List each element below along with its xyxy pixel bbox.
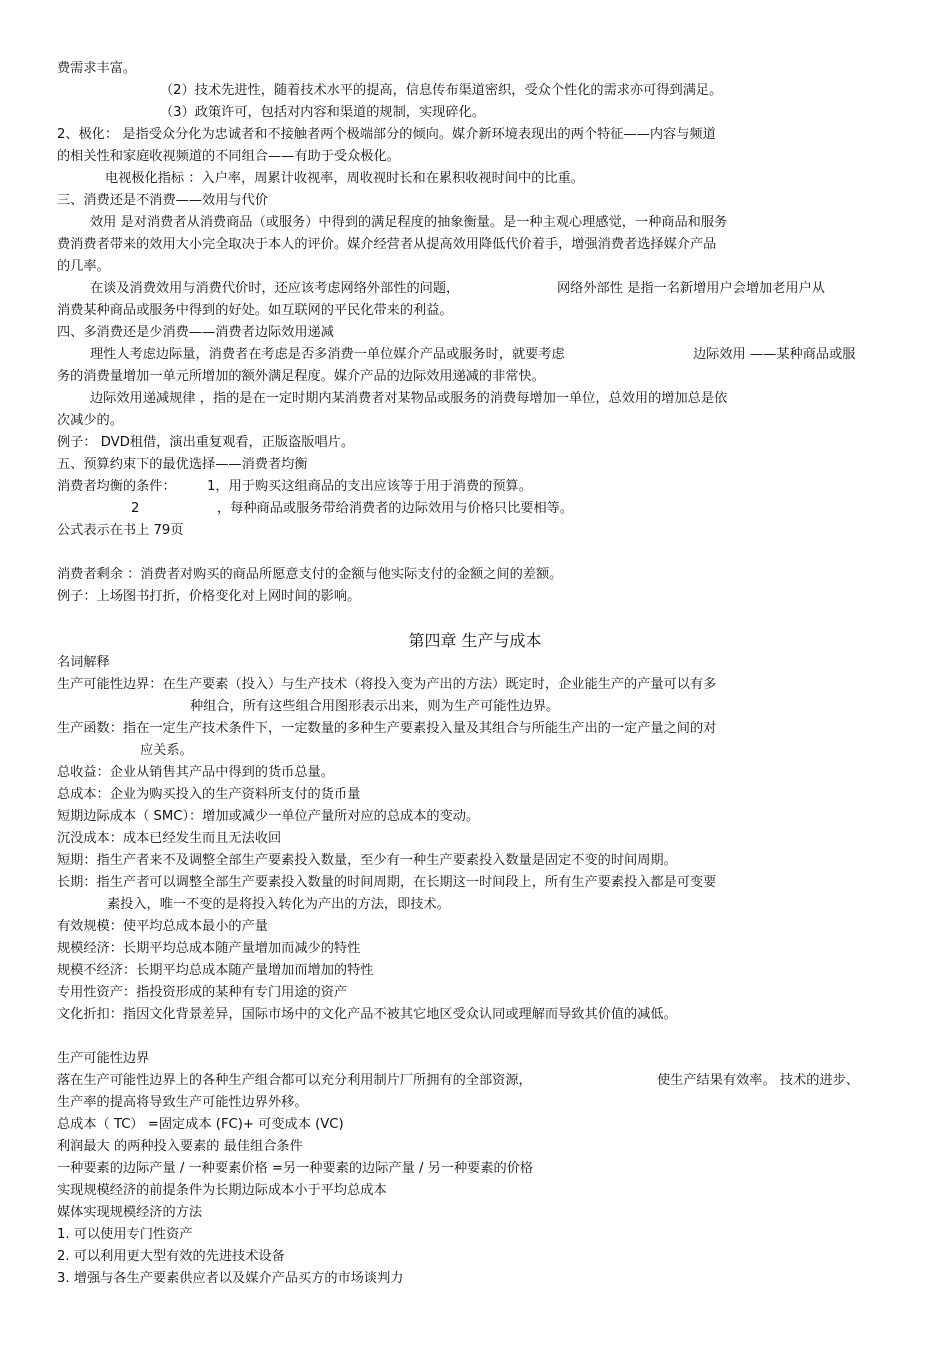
text-line: 专用性资产：指投资形成的某种有专门用途的资产 — [57, 985, 348, 1000]
text-line: 总成本：企业为购买投入的生产资料所支付的货币量 — [57, 787, 361, 802]
text-line: 规模经济：长期平均总成本随产量增加而减少的特性 — [57, 941, 361, 956]
text-line: 实现规模经济的前提条件为长期边际成本小于平均总成本 — [57, 1183, 387, 1198]
text-line: 短期边际成本（ SMC）：增加或减少一单位产量所对应的总成本的变动。 — [57, 809, 480, 824]
text-line: ，每种商品或服务带给消费者的边际效用与价格只比要相等。 — [217, 501, 574, 516]
section-heading: 四、多消费还是少消费——消费者边际效用递减 — [57, 325, 334, 340]
text-line: 名词解释 — [57, 655, 110, 670]
text-line: 网络外部性 是指一名新增用户会增加老用户从 — [557, 281, 825, 296]
text-line: 电视极化指标 ：入户率，周累计收视率，周收视时长和在累积收视时间中的比重。 — [105, 171, 584, 186]
text-line: 消费者均衡的条件： — [57, 479, 176, 494]
text-line: 公式表示在书上 79页 — [57, 523, 184, 538]
text-line: 边际效用递减规律 ，指的是在一定时期内某消费者对某物品或服务的消费每增加一单位，总效用的增加总是依 — [90, 391, 728, 406]
text-line: 素投入，唯一不变的是将投入转化为产出的方法，即技术。 — [107, 897, 450, 912]
text-line: （2）技术先进性，随着技术水平的提高，信息传布渠道密织，受众个性化的需求亦可得到满足。 — [160, 83, 723, 98]
section-heading: 三、消费还是不消费——效用与代价 — [57, 193, 268, 208]
text-line: 费消费者带来的效用大小完全取决于本人的评价。媒介经营者从提高效用降低代价着手，增强消费者选择媒介产品 — [57, 237, 717, 252]
text-line: 理性人考虑边际量，消费者在考虑是否多消费一单位媒介产品或服务时，就要考虑 — [90, 347, 565, 362]
list-item: 1. 可以使用专门性资产 — [57, 1227, 193, 1242]
text-line: 例子： DVD租借，演出重复观看，正版盗版唱片。 — [57, 435, 355, 450]
text-line: 消费某种商品或服务中得到的好处。如互联网的平民化带来的利益。 — [57, 303, 453, 318]
text-line: 一种要素的边际产量 / 一种要素价格 =另一种要素的边际产量 / 另一种要素的价格 — [57, 1161, 534, 1176]
text-line: 次减少的。 — [57, 413, 123, 428]
text-line: 沉没成本：成本已经发生而且无法收回 — [57, 831, 282, 846]
text-line: 落在生产可能性边界上的各种生产组合都可以充分利用制片厂所拥有的全部资源， — [57, 1073, 532, 1088]
text-line: 规模不经济：长期平均总成本随产量增加而增加的特性 — [57, 963, 374, 978]
section-heading: 五、预算约束下的最优选择——消费者均衡 — [57, 457, 308, 472]
chapter-title: 第四章 生产与成本 — [408, 631, 542, 650]
text-line: 效用 是对消费者从消费商品（或服务）中得到的满足程度的抽象衡量。是一种主观心理感觉，一种商品和服务 — [90, 215, 728, 230]
text-line: 在谈及消费效用与消费代价时，还应该考虑网络外部性的问题， — [90, 281, 460, 296]
text-line: 边际效用 ——某种商品或服 — [693, 347, 856, 362]
text-line: 生产可能性边界 — [57, 1051, 150, 1066]
text-line: 例子：上场图书打折，价格变化对上网时间的影响。 — [57, 589, 361, 604]
text-line: 长期：指生产者可以调整全部生产要素投入数量的时间周期，在长期这一时间段上，所有生产要素投入都是可变要 — [57, 875, 717, 890]
list-item: 2. 可以利用更大型有效的先进技术设备 — [57, 1249, 285, 1264]
list-item: 3. 增强与各生产要素供应者以及媒介产品买方的市场谈判力 — [57, 1271, 404, 1286]
text-line: 生产函数：指在一定生产技术条件下，一定数量的多种生产要素投入量及其组合与所能生产出的一定产量之间的对 — [57, 721, 717, 736]
text-line: 应关系。 — [140, 743, 193, 758]
text-line: 种组合，所有这些组合用图形表示出来，则为生产可能性边界。 — [190, 699, 560, 714]
text-line: 务的消费量增加一单元所增加的额外满足程度。媒介产品的边际效用递减的非常快。 — [57, 369, 545, 384]
text-line: 费需求丰富。 — [57, 61, 137, 76]
text-line: （3）政策许可，包括对内容和渠道的规制，实现碎化。 — [160, 105, 485, 120]
text-line: 生产可能性边界：在生产要素（投入）与生产技术（将投入变为产出的方法）既定时，企业能生产的产量可以有多 — [57, 677, 717, 692]
text-line: 使生产结果有效率。 技术的进步、 — [657, 1073, 860, 1088]
text-line: 2 — [131, 501, 140, 516]
text-line: 2、极化： 是指受众分化为忠诚者和不接触者两个极端部分的倾向。媒介新环境表现出的两个特征——内容与频道 — [57, 127, 716, 142]
text-line: 消费者剩余 ：消费者对购买的商品所愿意支付的金额与他实际支付的金额之间的差额。 — [57, 567, 563, 582]
text-line: 有效规模：使平均总成本最小的产量 — [57, 919, 268, 934]
text-line: 利润最大 的两种投入要素的 最佳组合条件 — [57, 1139, 303, 1154]
text-line: 1，用于购买这组商品的支出应该等于用于消费的预算。 — [207, 479, 532, 494]
text-line: 的几率。 — [57, 259, 110, 274]
text-line: 文化折扣：指因文化背景差异，国际市场中的文化产品不被其它地区受众认同或理解而导致其价值的减低。 — [57, 1007, 677, 1022]
text-line: 媒体实现规模经济的方法 — [57, 1205, 203, 1220]
text-line: 生产率的提高将导致生产可能性边界外移。 — [57, 1095, 308, 1110]
text-line: 总成本（ TC） =固定成本 (FC)+ 可变成本 (VC) — [57, 1117, 344, 1132]
text-line: 总收益：企业从销售其产品中得到的货币总量。 — [57, 765, 334, 780]
text-line: 短期：指生产者来不及调整全部生产要素投入数量，至少有一种生产要素投入数量是固定不变的时间周期。 — [57, 853, 677, 868]
text-line: 的相关性和家庭收视频道的不同组合——有助于受众极化。 — [57, 149, 400, 164]
